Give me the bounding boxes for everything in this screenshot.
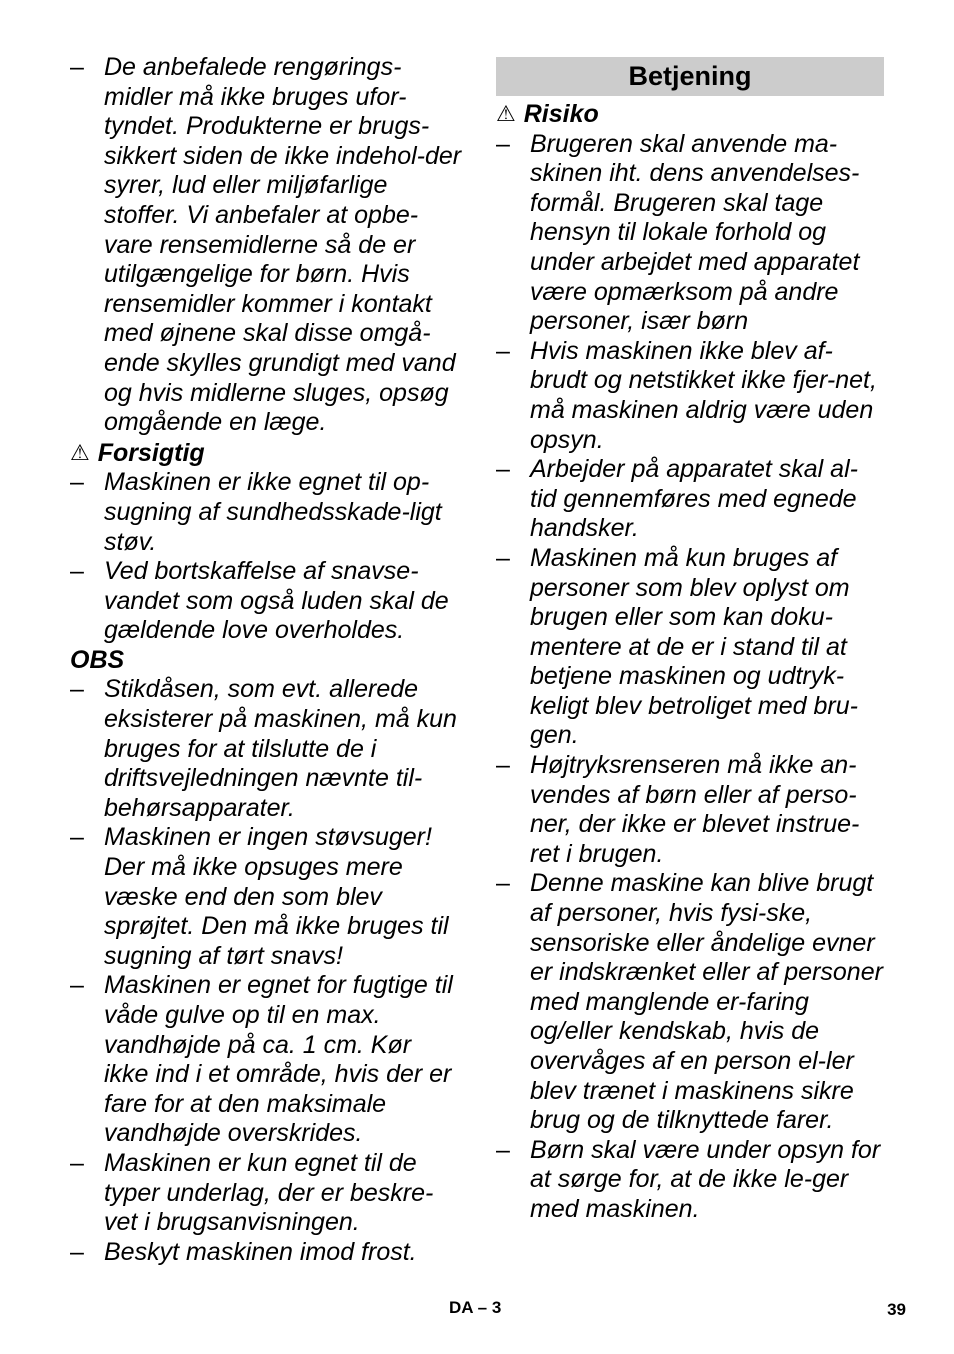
item-text: Arbejder på apparatet skal al-tid gennemføres med egnede handsker. bbox=[530, 455, 858, 543]
dash-bullet: – bbox=[70, 971, 84, 1000]
dash-bullet: – bbox=[70, 557, 84, 586]
footer-section-label: DA – 3 bbox=[449, 1298, 502, 1317]
list-item bbox=[70, 1238, 462, 1268]
item-text: Hvis maskinen ikke blev af-brudt og netstikket ikke fjer-net, må maskinen aldrig være uden opsyn. bbox=[530, 336, 877, 454]
obs-heading: OBS bbox=[70, 645, 125, 674]
item-text: De anbefalede rengørings-midler må ikke bruges ufor-tyndet. Produkterne er brugs-sikkert siden de ikke indehol-der syrer, lud eller miljøfarlige stoffer. Vi anbefaler at opbe-vare rensemidlerne så de er utilgængelige for børn. Hvis rensemidler kommer i kontakt med øjnene skal disse omgå-ende skylles grundigt med vand og hvis midlerne sluges, opsøg omgående en læge. bbox=[104, 53, 462, 437]
list-item bbox=[496, 130, 884, 337]
item-text: Maskinen må kun bruges af personer som blev oplyst om brugen eller som kan doku-mentere at de er i stand til at betjene maskinen og udtryk-keligt blev betroliget med bru-gen. bbox=[530, 543, 858, 750]
list-item bbox=[70, 1149, 462, 1238]
item-text: Brugeren skal anvende ma-skinen iht. dens anvendelses-formål. Brugeren skal tage hensyn til lokale forhold og under arbejdet med apparatet være opmærksom på andre personer, især børn bbox=[530, 129, 860, 336]
dash-bullet: – bbox=[70, 675, 84, 704]
dash-bullet: – bbox=[496, 543, 510, 572]
item-text: Denne maskine kan blive brugt af personer, hvis fysi-ske, sensoriske eller åndelige evner er indskrænket eller af personer med manglende er-faring og/eller kendskab, hvis de overvåges af en person el-ler blev trænet i maskinens sikre brug og de tilknyttede farer. bbox=[530, 869, 883, 1135]
dash-bullet: – bbox=[70, 1237, 84, 1266]
dash-bullet: – bbox=[496, 869, 510, 898]
list-item bbox=[70, 557, 462, 646]
warning-triangle-icon: ⚠ bbox=[70, 439, 90, 465]
caution-heading: ⚠ Forsigtig bbox=[70, 438, 205, 467]
left-column bbox=[70, 53, 462, 1267]
list-item bbox=[496, 455, 884, 544]
right-column bbox=[496, 53, 884, 1225]
dash-bullet: – bbox=[70, 468, 84, 497]
item-text: Beskyt maskinen imod frost. bbox=[104, 1237, 417, 1266]
item-text: Børn skal være under opsyn for at sørge for, at de ikke le-ger med maskinen. bbox=[530, 1135, 881, 1223]
dash-bullet: – bbox=[496, 751, 510, 780]
item-text: Højtryksrenseren må ikke an-vendes af børn eller af perso-ner, der ikke er blevet instrue-ret i brugen. bbox=[530, 751, 860, 868]
item-text: Stikdåsen, som evt. allerede eksisterer på maskinen, må kun bruges for at tilslutte de i driftsvejledningen nævnte til-behørsapparater. bbox=[104, 675, 457, 822]
list-item bbox=[70, 823, 462, 971]
item-text: Maskinen er ingen støvsuger! Der må ikke opsuges mere væske end den som blev sprøjtet. Den må ikke bruges til sugning af tørt snavs! bbox=[104, 823, 449, 970]
page-number: 39 bbox=[887, 1300, 906, 1319]
dash-bullet: – bbox=[70, 823, 84, 852]
dash-bullet: – bbox=[496, 455, 510, 484]
item-text: Maskinen er egnet for fugtige til våde gulve op til en max. vandhøjde på ca. 1 cm. Kør ikke ind i et område, hvis der er fare for at den maksimale vandhøjde overskrides. bbox=[104, 971, 453, 1148]
item-text: Maskinen er ikke egnet til op-sugning af sundhedsskade-ligt støv. bbox=[104, 468, 442, 556]
list-item bbox=[496, 869, 884, 1135]
list-item bbox=[496, 337, 884, 455]
warning-triangle-icon: ⚠ bbox=[496, 101, 516, 126]
dash-bullet: – bbox=[496, 129, 510, 158]
risk-heading: ⚠ Risiko bbox=[496, 100, 599, 128]
item-text: Ved bortskaffelse af snavse-vandet som også luden skal de gældende love overholdes. bbox=[104, 557, 449, 645]
item-text: Maskinen er kun egnet til de typer underlag, der er beskre-vet i brugsanvisningen. bbox=[104, 1148, 434, 1237]
list-item bbox=[496, 544, 884, 751]
list-item bbox=[70, 675, 462, 823]
list-item bbox=[70, 971, 462, 1149]
list-item bbox=[496, 751, 884, 869]
dash-bullet: – bbox=[496, 336, 510, 365]
dash-bullet: – bbox=[496, 1135, 510, 1164]
section-title: Betjening bbox=[496, 57, 884, 96]
list-item bbox=[70, 53, 462, 438]
list-item bbox=[70, 468, 462, 557]
list-item bbox=[496, 1136, 884, 1225]
dash-bullet: – bbox=[70, 1148, 84, 1177]
dash-bullet: – bbox=[70, 53, 84, 81]
